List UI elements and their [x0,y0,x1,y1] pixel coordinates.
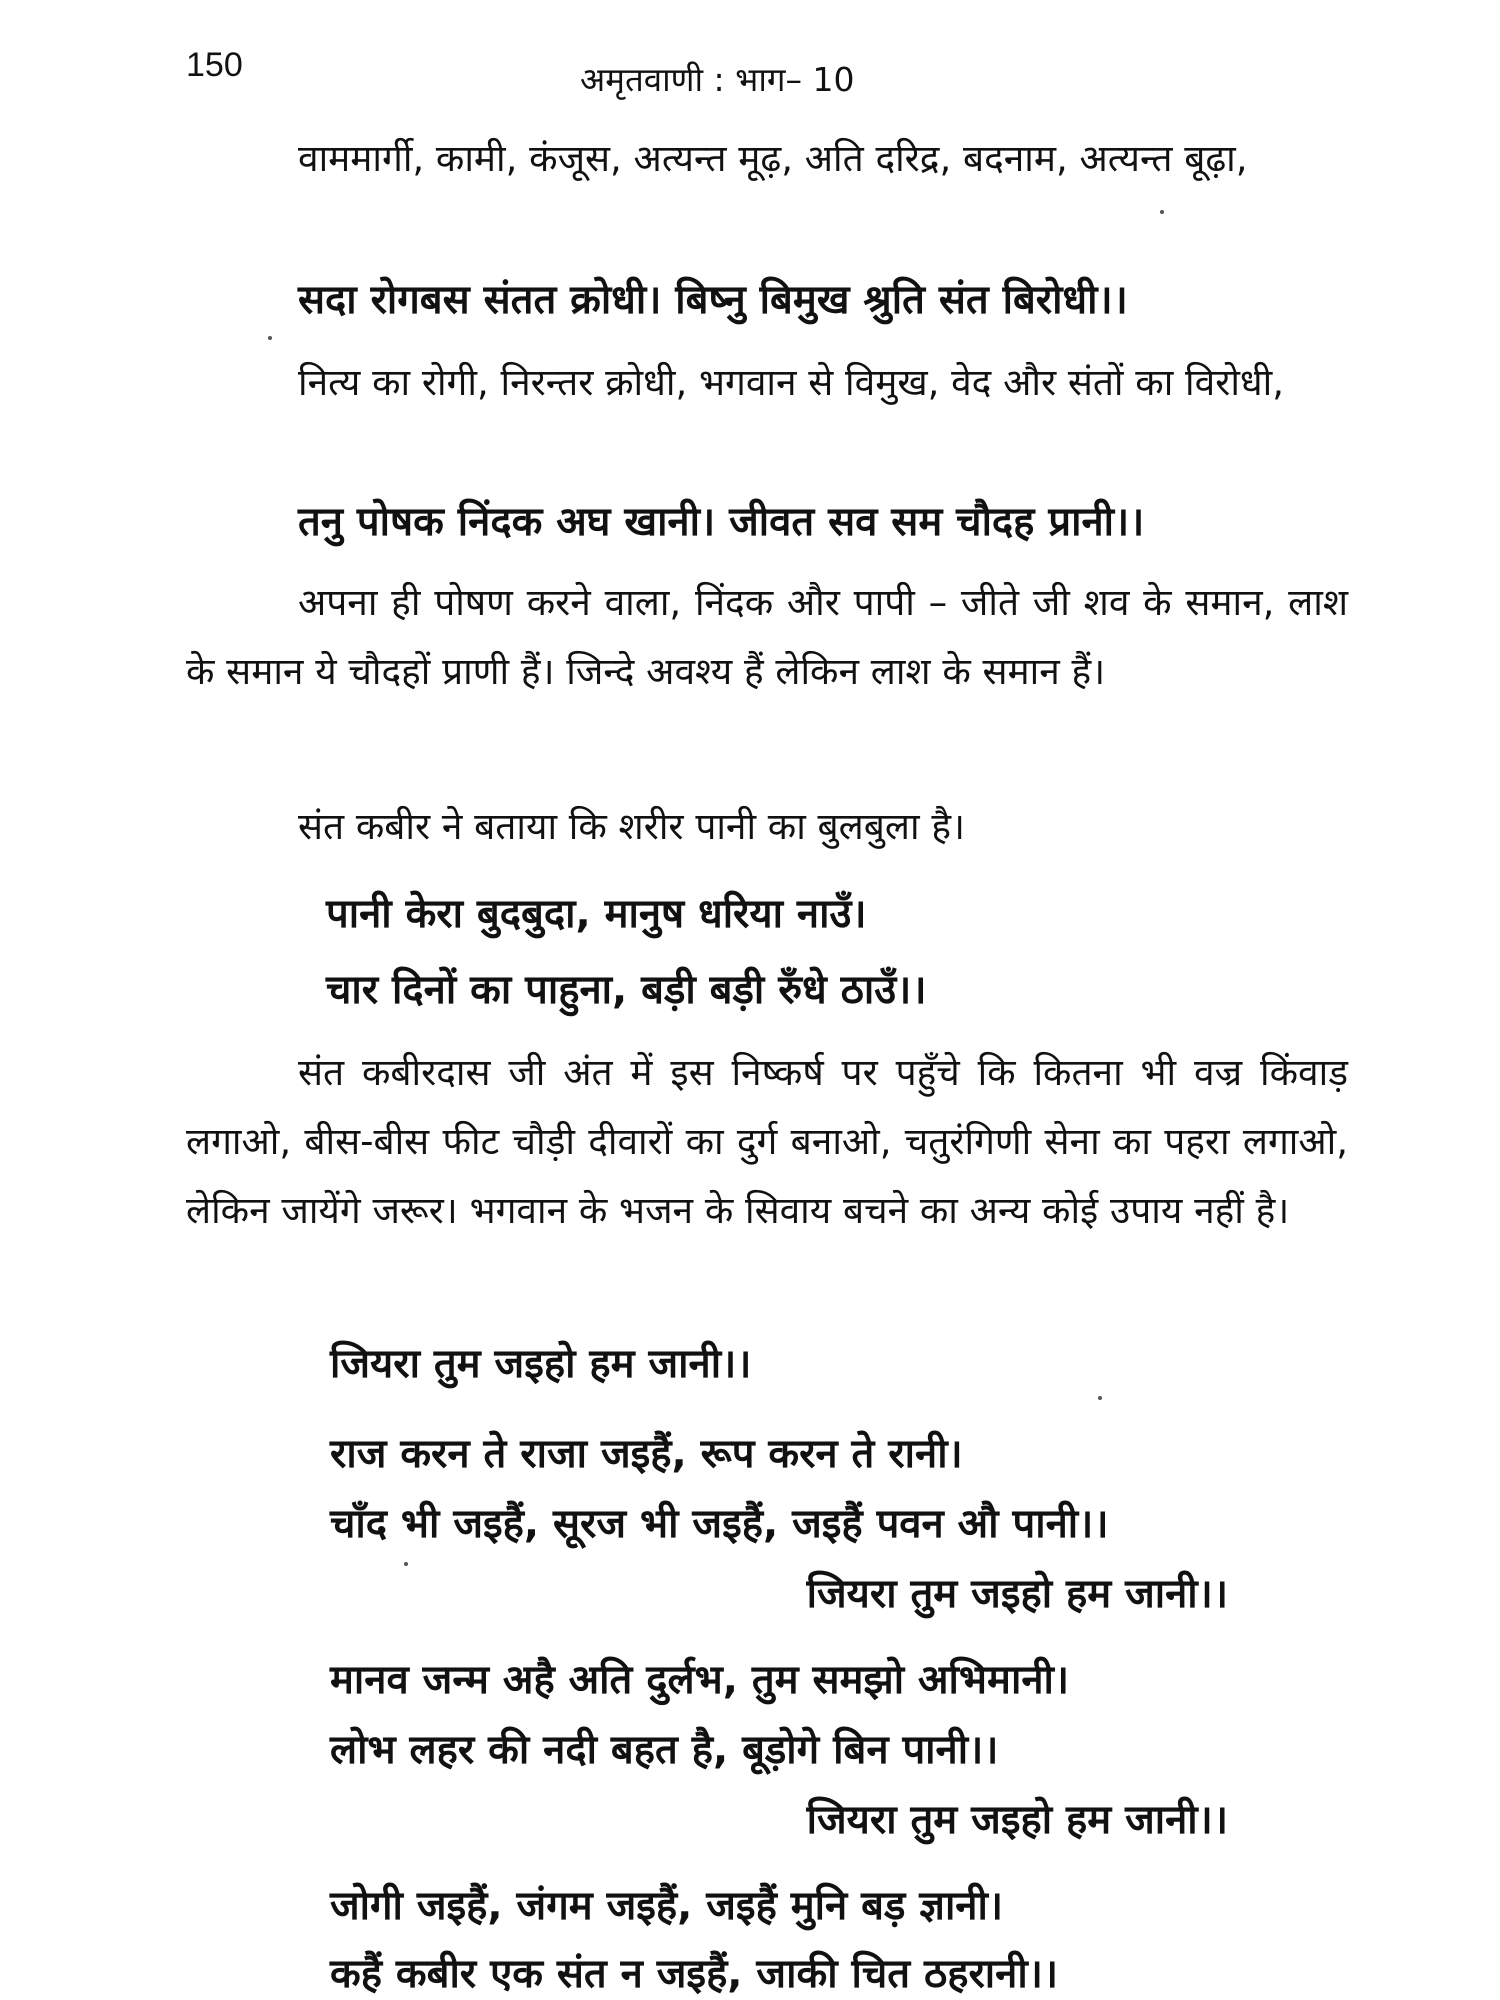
prose-paragraph: संत कबीर ने बताया कि शरीर पानी का बुलबुला है। [298,805,965,848]
doha-line: चार दिनों का पाहुना, बड़ी बड़ी रुँधे ठाउँ।। [326,967,927,1013]
song-line: चाँद भी जइहैं, सूरज भी जइहैं, जइहैं पवन औ पानी।। [330,1501,1109,1547]
scan-speck [1098,1396,1102,1400]
prose-paragraph: वाममार्गी, कामी, कंजूस, अत्यन्त मूढ़, अति दरिद्र, बदनाम, अत्यन्त बूढ़ा, [298,137,1248,180]
scan-speck [268,336,272,340]
page-number: 150 [186,46,243,84]
scan-speck [404,1562,408,1566]
scan-speck [1160,210,1164,214]
song-line: मानव जन्म अहै अति दुर्लभ, तुम समझो अभिमानी। [330,1657,1070,1703]
chaupai-line: सदा रोगबस संतत क्रोधी। बिष्नु बिमुख श्रुति संत बिरोधी।। [298,277,1128,323]
song-refrain: जियरा तुम जइहो हम जानी।। [806,1797,1228,1843]
doha-line: पानी केरा बुदबुदा, मानुष धरिया नाउँ। [326,891,867,937]
prose-paragraph: संत कबीरदास जी अंत में इस निष्कर्ष पर पहुँचे कि कितना भी वज्र किंवाड़ लगाओ, बीस-बीस फीट चौड़ी दीवारों का दुर्ग बनाओ, चतुरंगिणी सेना का पहरा लगाओ, लेकिन जायेंगे जरूर। भगवान के भजन के सिवाय बचने का अन्य कोई उपाय नहीं है। [186,1051,1348,1232]
song-line: जोगी जइहैं, जंगम जइहैं, जइहैं मुनि बड़ ज्ञानी। [330,1883,1004,1929]
song-line: लोभ लहर की नदी बहत है, बूड़ोगे बिन पानी।। [330,1727,999,1773]
song-refrain: जियरा तुम जइहो हम जानी।। [806,1571,1228,1617]
song-line: राज करन ते राजा जइहैं, रूप करन ते रानी। [330,1431,963,1477]
prose-paragraph: नित्य का रोगी, निरन्तर क्रोधी, भगवान से विमुख, वेद और संतों का विरोधी, [298,361,1285,404]
chaupai-line: तनु पोषक निंदक अघ खानी। जीवत सव सम चौदह प्रानी।। [298,499,1145,545]
running-header: अमृतवाणी : भाग– 10 [580,60,855,99]
song-line: कहैं कबीर एक संत न जइहैं, जाकी चित ठहरानी।। [330,1951,1059,1997]
song-refrain: जियरा तुम जइहो हम जानी।। [330,1341,752,1387]
prose-paragraph: अपना ही पोषण करने वाला, निंदक और पापी – जीते जी शव के समान, लाश के समान ये चौदहों प्राणी हैं। जिन्दे अवश्य हैं लेकिन लाश के समान हैं। [186,581,1348,693]
